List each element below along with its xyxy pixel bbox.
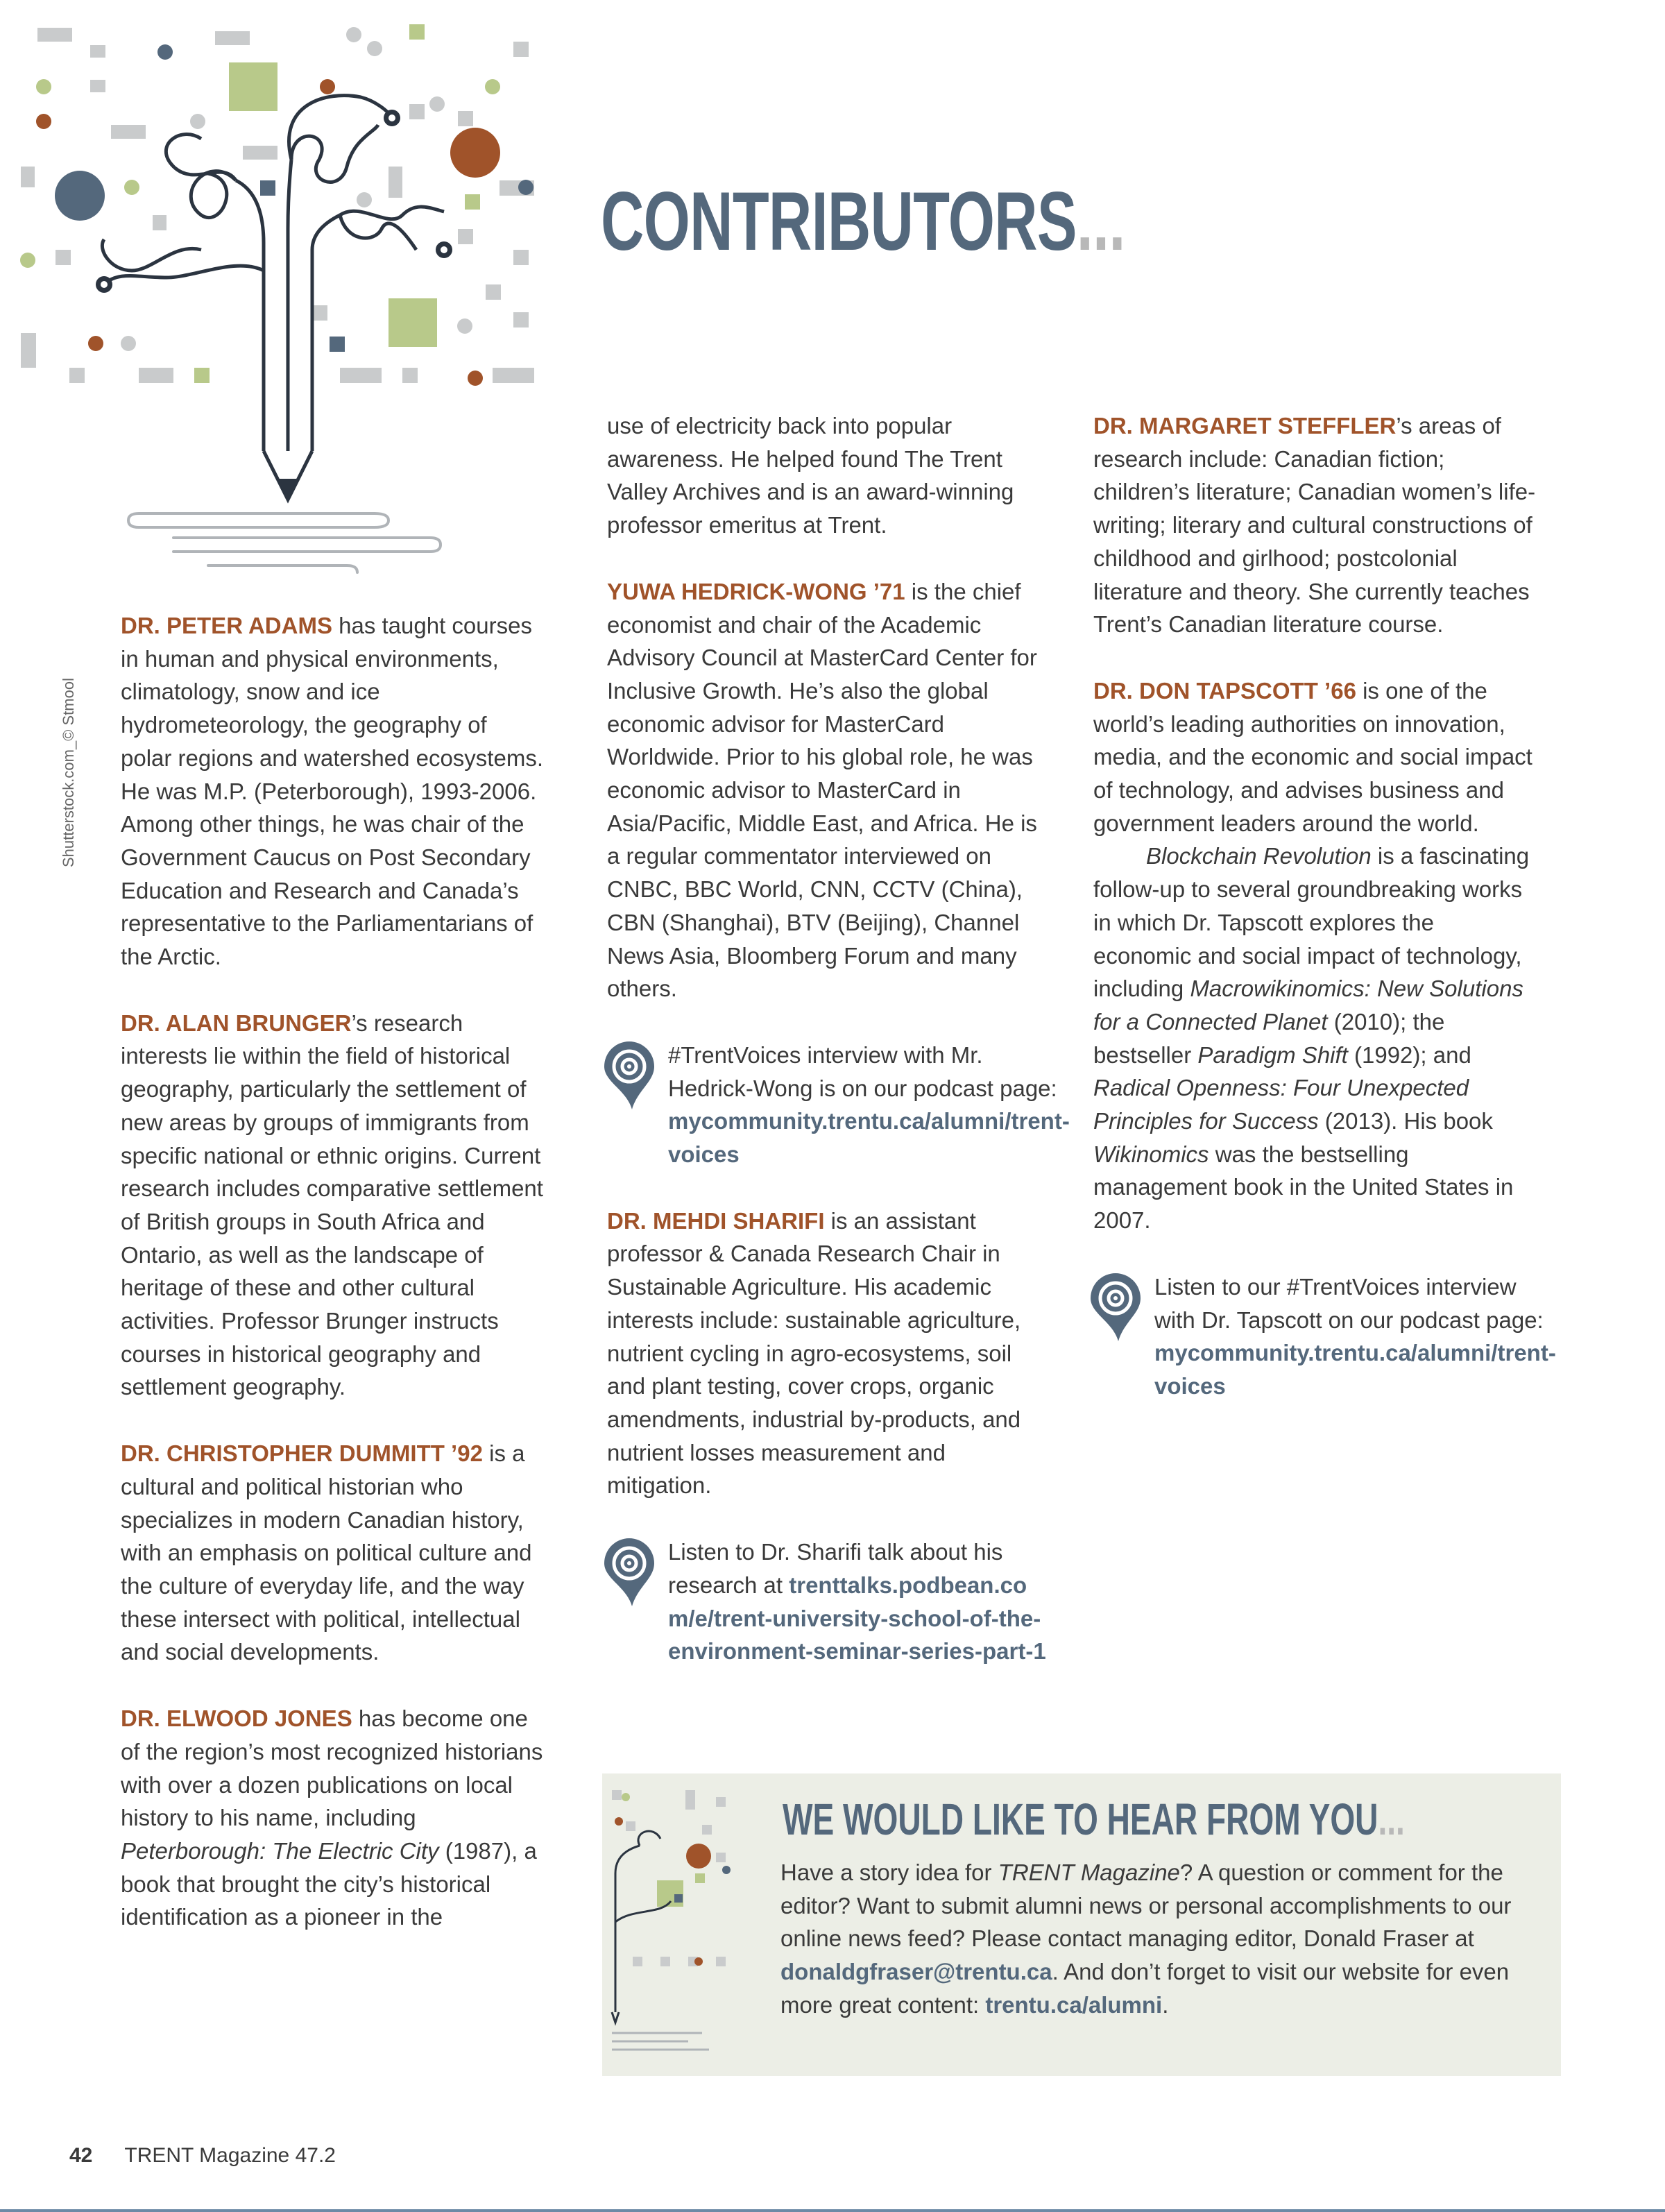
bio-name: DR. ELWOOD JONES [121,1705,352,1732]
bio-name: DR. DON TAPSCOTT ’66 [1093,677,1356,704]
bio-peter-adams: DR. PETER ADAMS has taught courses in human and physical environments, climatology, snow and ice hydrometeorology, the geography of polar regions and watershed ecosystems. He was M.P. (Peterborough), 1993-2006. Among other things, he was chair of the Government Caucus on Post Secondary Education and Research and Canada’s representative to the Parliamentarians of the Arctic. [121,613,543,970]
podcast-link[interactable]: mycommunity.trentu.ca/alumni/trent-voices [668,1108,1070,1168]
bio-alan-brunger: DR. ALAN BRUNGER’s research interests lie within the field of historical geography, particularly the settlement of new areas by groups of immigrants from specific national or ethnic origins. Current research includes comparative settlement of British groups in South Africa and Ontario, as well as the landscape of heritage of these and other cultural activities. Professor Brunger instructs courses in historical geography and settlement geography. [121,1010,543,1400]
right-column [1093,409,1556,1436]
podcast-note-hedrick: #TrentVoices interview with Mr. Hedrick-Wong is on our podcast page: mycommunity.trentu.ca/alumni/trent-voices [607,1039,1051,1171]
callout-title: WE WOULD LIKE TO HEAR FROM YOU... [783,1794,1405,1844]
bio-elwood-jones-continued: use of electricity back into popular awareness. He helped found The Trent Valley Archives and is an award-winning professor emeritus at Trent. [607,413,1014,538]
publication-name: TRENT Magazine 47.2 [124,2144,336,2167]
bio-christopher-dummitt: DR. CHRISTOPHER DUMMITT ’92 is a cultural and political historian who specializes in modern Canadian history, with an emphasis on political culture and the culture of everyday life, and the way these intersect with political, intellectual and social developments. [121,1440,532,1665]
middle-column [607,409,1070,1701]
bio-name: DR. MEHDI SHARIFI [607,1207,825,1234]
podcast-link[interactable]: mycommunity.trentu.ca/alumni/trent-voices [1154,1340,1556,1399]
podcast-note-tapscott: Listen to our #TrentVoices interview with Dr. Tapscott on our podcast page: mycommunity.trentu.ca/alumni/trent-voices [1093,1270,1537,1403]
podcast-icon [601,1535,668,1612]
bio-name: DR. MARGARET STEFFLER [1093,413,1397,439]
bio-mehdi-sharifi: DR. MEHDI SHARIFI is an assistant professor & Canada Research Chair in Sustainable Agriculture. His academic interests include: sustainable agriculture, nutrient cycling in agro-ecosystems, soil and plant testing, cover crops, organic amendments, industrial by-products, and nutrient losses measurement and mitigation. [607,1207,1021,1499]
bio-yuwa-hedrick-wong: YUWA HEDRICK-WONG ’71 is the chief economist and chair of the Academic Advisory Council at MasterCard Center for Inclusive Growth. He’s also the global economic advisor for MasterCard Worldwide. Prior to his global role, he was economic advisor to MasterCard in Asia/Pacific, Middle East, and Africa. He is a regular commentator interviewed on CNBC, BBC World, CNN, CCTV (China), CBN (Shanghai), BTV (Beijing), Channel News Asia, Bloomberg Forum and many others. [607,578,1037,1002]
bottom-rule [0,2209,1665,2212]
bio-name: DR. PETER ADAMS [121,613,332,638]
alumni-website-link[interactable]: trentu.ca/alumni [985,1991,1163,2018]
podcast-note-sharifi: Listen to Dr. Sharifi talk about his research at trenttalks.podbean.com/e/trent-university-school-of-the-environment-seminar-series-part-1 [607,1535,1051,1668]
podcast-icon [601,1039,668,1115]
pencil-illustration [14,21,541,576]
bio-name: DR. ALAN BRUNGER [121,1010,352,1036]
bio-elwood-jones: DR. ELWOOD JONES has become one of the region’s most recognized historians with over a dozen publications on local history to his name, including Peterborough: The Electric City (1987), a book that brought the city’s historical identification as a pioneer in the [121,1705,543,1930]
editor-email-link[interactable]: donaldgfraser@trentu.ca [780,1959,1052,1985]
bio-margaret-steffler: DR. MARGARET STEFFLER’s areas of research include: Canadian fiction; children’s literature; Canadian women’s life-writing; literary and cultural constructions of childhood and girlhood; postcolonial literature and theory. She currently teaches Trent’s Canadian literature course. [1093,413,1536,638]
left-column [121,609,544,1967]
page-number: 42 [69,2144,93,2167]
title-dots: ... [1076,175,1125,268]
page-footer [69,2144,336,2168]
photo-credit: Shutterstock.com_© Stmool [60,678,77,867]
bio-name: YUWA HEDRICK-WONG ’71 [607,578,905,604]
callout-body: Have a story idea for TRENT Magazine? A question or comment for the editor? Want to submit alumni news or personal accomplishments to our online news feed? Please contact managing editor, Donald Fraser at donaldgfraser@trentu.ca. And don’t forget to visit our website for even more great content: trentu.ca/alumni. [780,1860,1512,2018]
page-title: CONTRIBUTORS... [601,175,1125,268]
trenttalks-link[interactable]: trenttalks.podbean.com/e/trent-university-school-of-the-environment-seminar-series-part-1 [668,1572,1046,1665]
podcast-icon [1088,1270,1154,1347]
bio-don-tapscott: DR. DON TAPSCOTT ’66 is one of the world’s leading authorities on innovation, media, and the economic and social impact of technology, and advises business and government leaders around the world. Blockchain Revolution is a fascinating follow-up to several groundbreaking works in which Dr. Tapscott explores the economic and social impact of technology, including Macrowikinomics: New Solutions for a Connected Planet (2010); the bestseller Paradigm Shift (1992); and Radical Openness: Four Unexpected Principles for Success (2013). His book Wikinomics was the bestselling management book in the United States in 2007. [1093,677,1532,1234]
mini-pencil-illustration [605,1783,744,2061]
bio-name: DR. CHRISTOPHER DUMMITT ’92 [121,1440,483,1467]
